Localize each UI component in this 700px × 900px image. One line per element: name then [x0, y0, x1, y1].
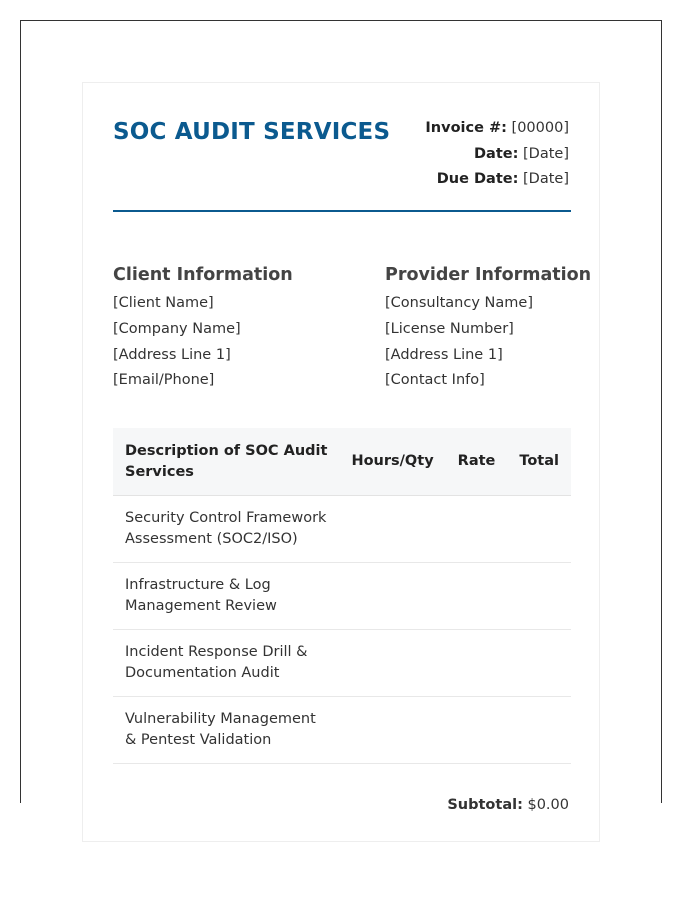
page-frame	[20, 20, 662, 813]
row-qty	[339, 630, 445, 697]
invoice-number-row	[425, 116, 569, 142]
column-header-hours-qty: Hours/Qty	[339, 428, 445, 496]
client-company-name: [Company Name]	[113, 320, 241, 337]
row-total	[507, 563, 571, 630]
column-header-description: Description of SOC Audit Services	[113, 428, 339, 496]
row-qty	[339, 563, 445, 630]
column-header-total: Total	[507, 428, 571, 496]
row-description: Incident Response Drill & Documentation Audit	[113, 630, 339, 697]
row-rate	[446, 496, 508, 563]
provider-info-heading: Provider Information	[385, 265, 592, 285]
row-description: Infrastructure & Log Management Review	[113, 563, 339, 630]
client-info-heading: Client Information	[113, 265, 293, 285]
invoice-card	[82, 82, 600, 842]
provider-address: [Address Line 1]	[385, 346, 503, 363]
client-address: [Address Line 1]	[113, 346, 231, 363]
invoice-date-value: [Date]	[523, 145, 569, 162]
company-title: SOC AUDIT SERVICES	[113, 119, 391, 145]
header-divider	[113, 210, 571, 212]
subtotal	[447, 797, 569, 813]
column-header-rate: Rate	[446, 428, 508, 496]
invoice-number-value: [00000]	[511, 120, 569, 136]
table-row	[113, 630, 571, 697]
provider-information	[385, 265, 591, 394]
due-date-row	[425, 167, 569, 193]
row-total	[507, 697, 571, 764]
subtotal-value: $0.00	[527, 797, 569, 813]
services-table	[113, 428, 571, 764]
row-rate	[446, 697, 508, 764]
table-row	[113, 697, 571, 764]
client-name: [Client Name]	[113, 295, 214, 311]
invoice-date-label: Date:	[474, 145, 519, 162]
table-header-row	[113, 428, 571, 496]
provider-consultancy-name: [Consultancy Name]	[385, 295, 533, 311]
row-description: Vulnerability Management & Pentest Validation	[113, 697, 339, 764]
invoice-meta	[425, 116, 569, 193]
row-qty	[339, 496, 445, 563]
table-row	[113, 563, 571, 630]
row-rate	[446, 563, 508, 630]
row-rate	[446, 630, 508, 697]
subtotal-label: Subtotal:	[447, 797, 523, 813]
client-information	[113, 265, 293, 394]
provider-contact: [Contact Info]	[385, 372, 485, 389]
table-row	[113, 496, 571, 563]
invoice-number-label: Invoice #:	[425, 120, 507, 136]
invoice-date-row	[425, 142, 569, 168]
row-qty	[339, 697, 445, 764]
provider-license-number: [License Number]	[385, 320, 514, 337]
client-contact: [Email/Phone]	[113, 372, 215, 389]
row-total	[507, 630, 571, 697]
due-date-value: [Date]	[523, 171, 569, 187]
row-total	[507, 496, 571, 563]
due-date-label: Due Date:	[436, 171, 519, 187]
row-description: Security Control Framework Assessment (SOC2/ISO)	[113, 496, 339, 563]
